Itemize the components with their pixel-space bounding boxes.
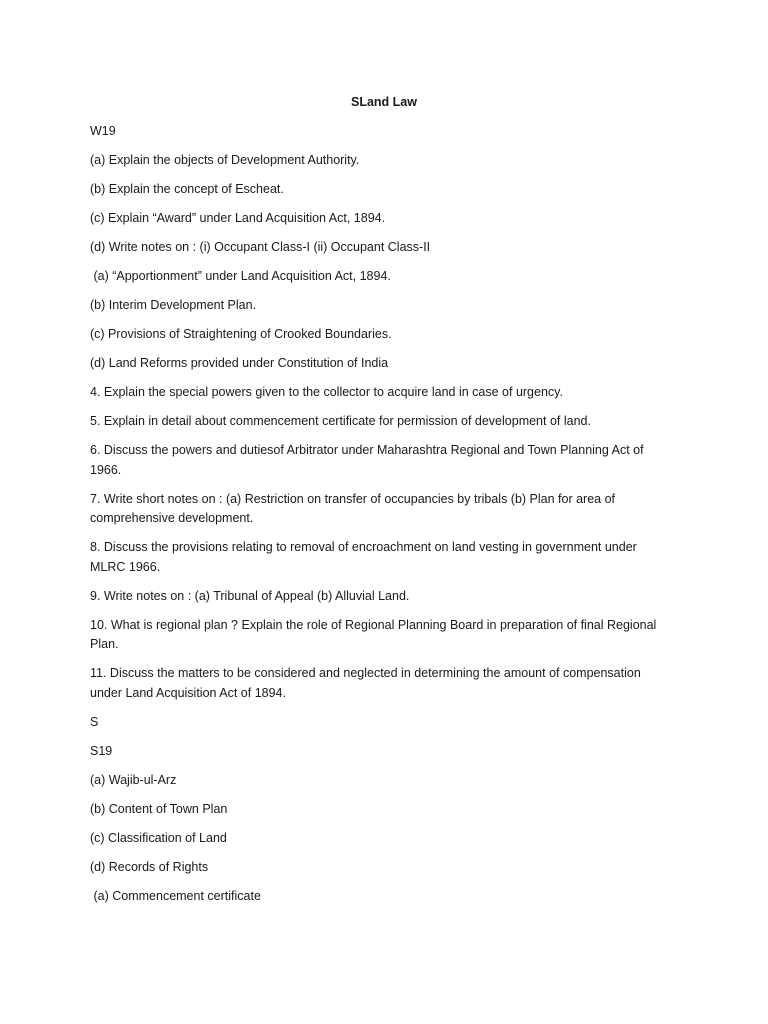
paragraph: (d) Land Reforms provided under Constitution of India <box>90 356 389 370</box>
paragraph: 6. Discuss the powers and dutiesof Arbitrator under Maharashtra Regional and Town Planning Act of 1966. <box>90 443 648 477</box>
paragraph: (b) Interim Development Plan. <box>90 298 257 312</box>
document-title: SLand Law <box>351 95 417 109</box>
paragraph: 11. Discuss the matters to be considered and neglected in determining the amount of compensation under Land Acquisition Act of 1894. <box>90 666 645 700</box>
paragraph: (a) Wajib-ul-Arz <box>90 772 177 787</box>
paragraph: (c) Explain “Award” under Land Acquisition Act, 1894. <box>90 211 386 225</box>
document-body <box>90 122 670 916</box>
paragraph: 5. Explain in detail about commencement certificate for permission of development of land. <box>90 414 591 428</box>
paragraph: (a) “Apportionment” under Land Acquisition Act, 1894. <box>90 269 391 283</box>
paragraph: (c) Classification of Land <box>90 830 227 845</box>
paragraph: S19 <box>90 743 113 758</box>
paragraph: (c) Provisions of Straightening of Crooked Boundaries. <box>90 327 392 341</box>
paragraph: (d) Write notes on : (i) Occupant Class-I (ii) Occupant Class-II <box>90 240 431 254</box>
paragraph: 9. Write notes on : (a) Tribunal of Appeal (b) Alluvial Land. <box>90 588 410 603</box>
paragraph: 10. What is regional plan ? Explain the role of Regional Planning Board in preparation of final Regional Plan. <box>90 617 660 651</box>
paragraph: 4. Explain the special powers given to the collector to acquire land in case of urgency. <box>90 385 563 399</box>
paragraph: 8. Discuss the provisions relating to removal of encroachment on land vesting in government under MLRC 1966. <box>90 540 641 574</box>
paragraph: (b) Content of Town Plan <box>90 801 228 816</box>
paragraph: (b) Explain the concept of Escheat. <box>90 182 284 196</box>
paragraph: (d) Records of Rights <box>90 859 209 874</box>
paragraph: 7. Write short notes on : (a) Restriction on transfer of occupancies by tribals (b) Plan for area of comprehensive development. <box>90 491 619 525</box>
paragraph: W19 <box>90 124 116 138</box>
paragraph: (a) Explain the objects of Development Authority. <box>90 153 360 167</box>
paragraph: S <box>90 714 99 729</box>
paragraph: (a) Commencement certificate <box>90 888 261 903</box>
